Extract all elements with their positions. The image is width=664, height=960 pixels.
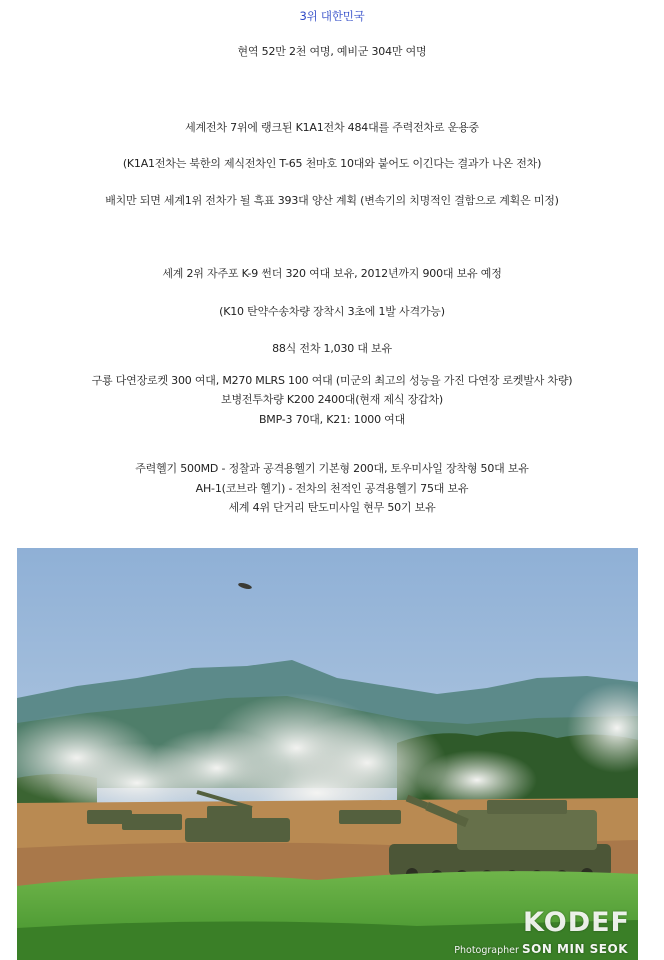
text-line-type88: 88식 전차 1,030 대 보유 <box>272 342 392 355</box>
text-line-hyunmoo: 세계 4위 단거리 탄도미사일 현무 50기 보유 <box>228 501 436 514</box>
text-line-bmp3: BMP-3 70대, K21: 1000 여대 <box>258 413 406 426</box>
photographer-credit <box>454 942 628 956</box>
text-line-500md: 주력헬기 500MD - 정찰과 공격용헬기 기본형 200대, 토우미사일 장착형 50대 보유 <box>135 462 529 475</box>
artillery-photo <box>17 548 638 960</box>
kodef-watermark: KODEF <box>523 907 630 938</box>
text-line-k1a1-note: (K1A1전차는 북한의 제식전차인 T-65 천마호 10대와 붙어도 이긴다는 결과가 나온 전차) <box>122 157 542 170</box>
credit-name: SON MIN SEOK <box>521 942 628 956</box>
text-line-k10: (K10 탄약수송차량 장착시 3초에 1발 사격가능) <box>219 305 445 318</box>
text-line-k9: 세계 2위 자주포 K-9 썬더 320 여대 보유, 2012년까지 900대 보유 예정 <box>162 267 502 280</box>
artillery-scene <box>17 548 638 960</box>
credit-label: Photographer <box>454 945 519 956</box>
text-line-mlrs: 구룡 다연장로켓 300 여대, M270 MLRS 100 여대 (미군의 최고의 성능을 가진 다연장 로켓발사 차량) <box>91 374 573 387</box>
page-title: 3위 대한민국 <box>299 9 365 23</box>
text-line-k1a1: 세계전차 7위에 랭크된 K1A1전차 484대를 주력전차로 운용중 <box>185 121 479 134</box>
text-line-personnel: 현역 52만 2천 여명, 예비군 304만 여명 <box>237 45 427 58</box>
text-line-ah1: AH-1(코브라 헬기) - 전차의 천적인 공격용헬기 75대 보유 <box>195 482 469 495</box>
text-line-k200: 보병전투차량 K200 2400대(현재 제식 장갑차) <box>221 393 443 406</box>
text-line-black-panther: 배치만 되면 세계1위 전차가 될 흑표 393대 양산 계획 (변속기의 치명적인 결함으로 계획은 미정) <box>105 194 559 207</box>
